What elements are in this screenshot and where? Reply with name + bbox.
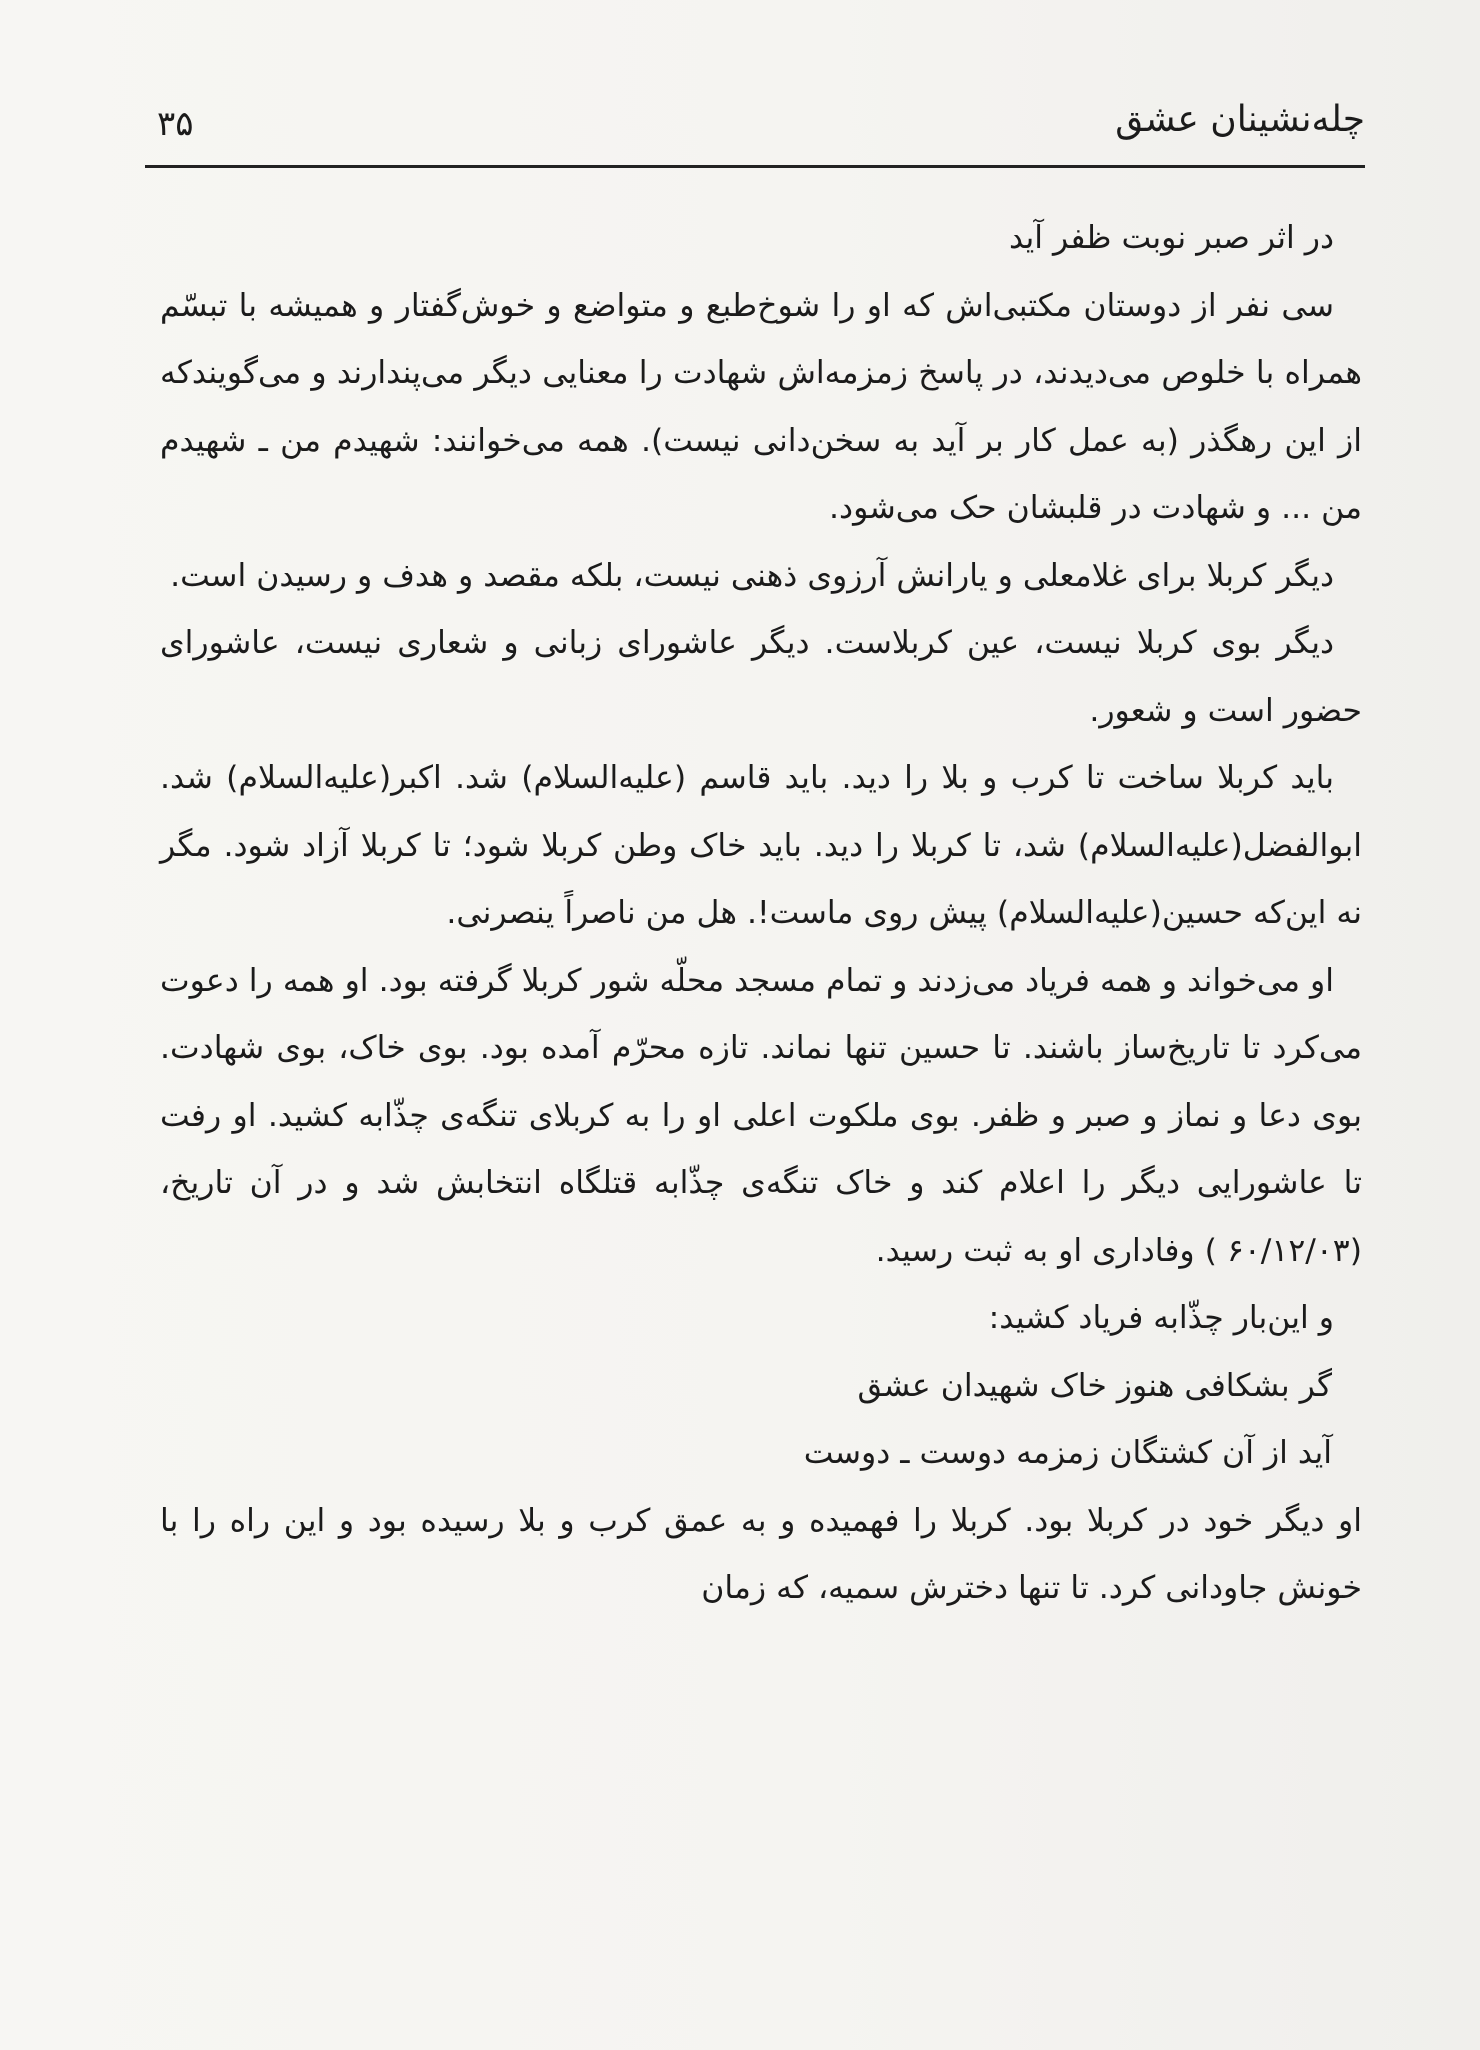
paragraph-5: باید کربلا ساخت تا کرب و بلا را دید. باید قاسم (علیه‌السلام) شد. اکبر(علیه‌السلام) شد. ابوالفضل(علیه‌السلام) شد، تا کربلا را دید. باید خاک وطن کربلا شود؛ تا کربلا آزاد شود. مگر نه این‌که حسین(علیه‌السلام) پیش روی ماست!. هل من ناصراً ینصرنی. xyxy=(160,760,1362,931)
paragraph-8: او دیگر خود در کربلا بود. کربلا را فهمیده و به عمق کرب و بلا رسیده بود و این راه را با خونش جاودانی کرد. تا تنها دخترش سمیه، که زمان xyxy=(160,1502,1362,1606)
paragraph-4: دیگر بوی کربلا نیست، عین کربلاست. دیگر عاشورای زبانی و شعاری نیست، عاشورای حضور است و شعور. xyxy=(160,625,1362,729)
verse-line-1: گر بشکافی هنوز خاک شهیدان عشق xyxy=(857,1367,1332,1404)
verse-line-2: آید از آن کشتگان زمزمه دوست ـ دوست xyxy=(803,1435,1332,1471)
page-number: ۳۵ xyxy=(157,104,194,144)
paragraph-7: و این‌بار چذّابه فریاد کشید: xyxy=(988,1300,1334,1336)
body-text xyxy=(160,205,1362,1623)
running-title: چله‌نشینان عشق xyxy=(1115,99,1365,140)
paragraph-1: در اثر صبر نوبت ظفر آید xyxy=(1008,220,1334,256)
paragraph-3: دیگر کربلا برای غلامعلی و یارانش آرزوی ذهنی نیست، بلکه مقصد و هدف و رسیدن است. xyxy=(170,557,1334,594)
header-rule xyxy=(145,165,1365,168)
paragraph-6: او می‌خواند و همه فریاد می‌زدند و تمام مسجد محلّه شور کربلا گرفته بود. او همه را دعوت می‌کرد تا تاریخ‌ساز باشند. تا حسین تنها نماند. تازه محرّم آمده بود. بوی خاک، بوی شهادت. بوی دعا و نماز و صبر و ظفر. بوی ملکوت اعلی او را به کربلای تنگه‌ی چذّابه کشید. او رفت تا عاشورایی دیگر را اعلام کند و خاک تنگه‌ی چذّابه قتلگاه انتخابش شد و در آن تاریخ،(۶۰/۱۲/۰۳ ) وفاداری او به ثبت رسید. xyxy=(160,962,1362,1269)
paragraph-2: سی نفر از دوستان مکتبی‌اش که او را شوخ‌طبع و متواضع و خوش‌گفتار و همیشه با تبسّم همراه با خلوص می‌دیدند، در پاسخ زمزمه‌اش شهادت را معنایی دیگر می‌پندارند و می‌گویندکه از این رهگذر (به عمل کار بر آید به سخن‌دانی نیست). همه می‌خوانند: شهیدم من ـ شهیدم من ... و شهادت در قلبشان حک می‌شود. xyxy=(160,287,1362,526)
page-header xyxy=(145,88,1365,168)
